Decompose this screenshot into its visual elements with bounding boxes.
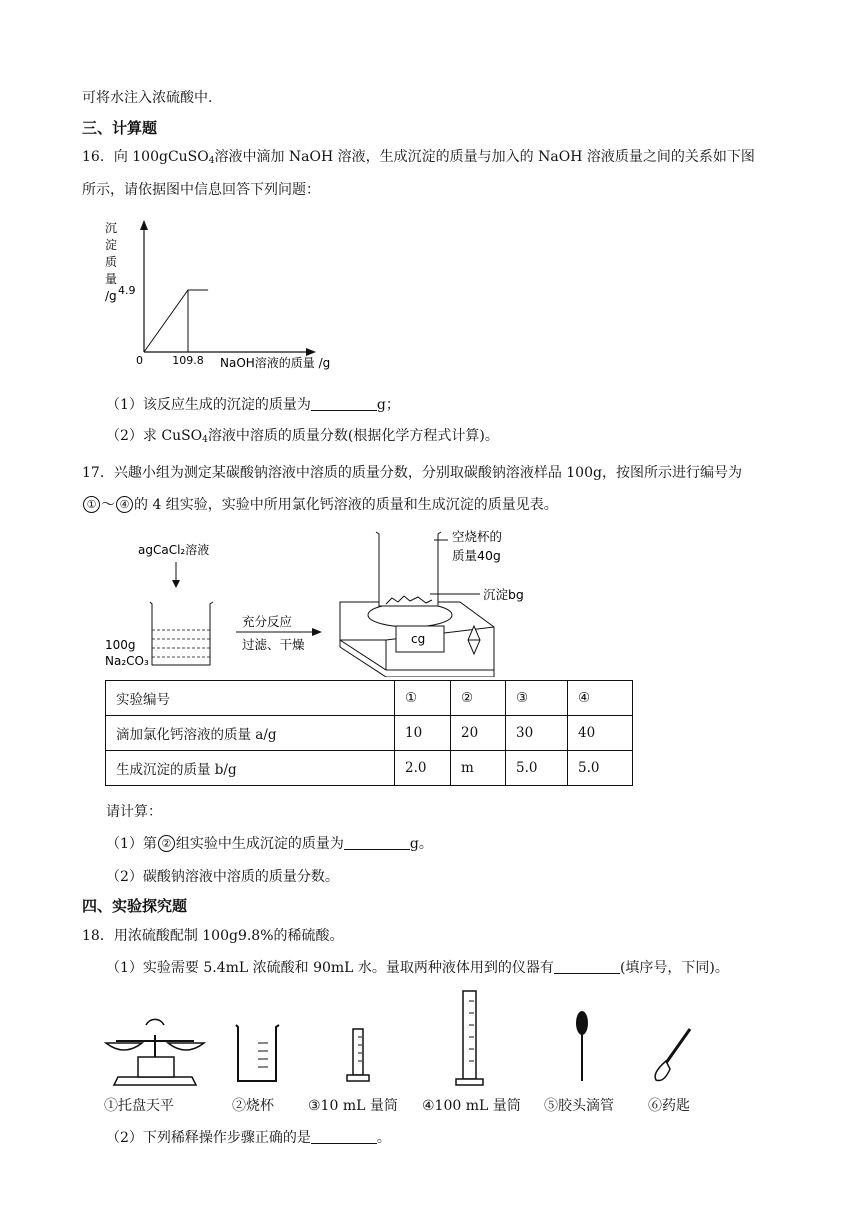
dropper-icon bbox=[576, 1011, 588, 1081]
top-line: 可将水注入浓硫酸中. bbox=[82, 90, 213, 106]
table-cell: ② bbox=[451, 681, 506, 716]
experiment-table bbox=[105, 680, 633, 786]
table-cell: 5.0 bbox=[568, 751, 633, 786]
process-label-2: 过滤、干燥 bbox=[242, 637, 305, 652]
beaker-icon bbox=[150, 602, 213, 665]
beaker-label-solution: Na₂CO₃ bbox=[105, 654, 149, 668]
cylinder-10ml-icon bbox=[347, 1029, 369, 1081]
cylinder-100ml-icon bbox=[456, 991, 483, 1085]
table-row bbox=[106, 751, 633, 786]
empty-beaker-label-1: 空烧杯的 bbox=[452, 529, 503, 544]
tool-label-balance: ①托盘天平 bbox=[104, 1098, 174, 1114]
answer-blank bbox=[311, 1129, 377, 1144]
q16-text-line1: 16．向 100gCuSO$_4$溶液中滴加 NaOH 溶液，生成沉淀的质量与加入的 NaOH 溶液质量之间的关系如下图 bbox=[82, 149, 755, 166]
tool-label-100ml-cylinder: ④100 mL 量筒 bbox=[422, 1098, 521, 1114]
y-axis-label-char: /g bbox=[105, 289, 117, 303]
table-cell: 生成沉淀的质量 b/g bbox=[106, 751, 395, 786]
answer-blank bbox=[554, 959, 620, 974]
tool-label-dropper: ⑤胶头滴管 bbox=[544, 1098, 614, 1114]
empty-beaker-label-2: 质量40g bbox=[452, 548, 501, 563]
experiment-apparatus-diagram bbox=[100, 522, 540, 677]
reagent-label: agCaCl₂溶液 bbox=[138, 543, 210, 557]
q16-part1: （1）该反应生成的沉淀的质量为 g； bbox=[106, 397, 400, 413]
tool-label-spatula: ⑥药匙 bbox=[648, 1098, 690, 1114]
empty-beaker-icon bbox=[376, 532, 441, 606]
table-cell: 10 bbox=[395, 716, 451, 751]
x-axis-label: NaOH溶液的质量 /g bbox=[220, 356, 331, 370]
precipitate-mass-chart bbox=[96, 212, 366, 377]
table-cell: 20 bbox=[451, 716, 506, 751]
beaker-label-mass: 100g bbox=[105, 638, 136, 652]
q16-text-line2: 所示，请依据图中信息回答下列问题： bbox=[82, 182, 320, 198]
table-row bbox=[106, 716, 633, 751]
y-axis-label bbox=[105, 221, 117, 303]
table-cell: 30 bbox=[506, 716, 568, 751]
y-tick-label: 4.9 bbox=[118, 284, 136, 297]
q18-part2: （2）下列稀释操作步骤正确的是 。 bbox=[106, 1130, 391, 1146]
table-cell: 实验编号 bbox=[106, 681, 395, 716]
table-row bbox=[106, 681, 633, 716]
answer-blank bbox=[311, 396, 377, 411]
answer-blank bbox=[344, 835, 410, 850]
y-axis-arrow bbox=[140, 220, 148, 230]
table-cell: 40 bbox=[568, 716, 633, 751]
y-axis-label-char: 量 bbox=[105, 272, 118, 286]
y-axis-label-char: 质 bbox=[105, 255, 118, 269]
table-cell: 5.0 bbox=[506, 751, 568, 786]
section-3-heading: 三、计算题 bbox=[82, 119, 158, 137]
lab-tools-illustration bbox=[96, 985, 736, 1095]
scale-display: cg bbox=[411, 632, 426, 646]
tool-label-10ml-cylinder: ③10 mL 量筒 bbox=[308, 1098, 398, 1114]
x-axis-arrow bbox=[306, 348, 316, 356]
q16-part2: （2）求 CuSO$_4$溶液中溶质的质量分数(根据化学方程式计算)。 bbox=[106, 428, 499, 445]
process-arrow-head bbox=[312, 628, 322, 636]
y-axis-label-char: 淀 bbox=[105, 238, 118, 252]
x-tick-label: 109.8 bbox=[172, 354, 204, 367]
q17-part1: （1）第 ② 组实验中生成沉淀的质量为 g。 bbox=[106, 836, 433, 852]
series-line bbox=[144, 290, 208, 352]
table-cell: ① bbox=[395, 681, 451, 716]
table-cell: ④ bbox=[568, 681, 633, 716]
section-4-heading: 四、实验探究题 bbox=[82, 897, 188, 915]
q17-part2: （2）碳酸钠溶液中溶质的质量分数。 bbox=[106, 869, 339, 885]
process-label-1: 充分反应 bbox=[242, 614, 293, 629]
y-axis-label-char: 沉 bbox=[105, 221, 118, 235]
balance-scale-icon bbox=[106, 1019, 204, 1085]
q17-text-line1: 17．兴趣小组为测定某碳酸钠溶液中溶质的质量分数，分别取碳酸钠溶液样品 100g，按图所示进行编号为 bbox=[82, 465, 742, 481]
table-cell: 2.0 bbox=[395, 751, 451, 786]
table-cell: m bbox=[451, 751, 506, 786]
precipitate-label: 沉淀bg bbox=[483, 587, 524, 602]
origin-label: 0 bbox=[136, 354, 143, 367]
table-cell: 滴加氯化钙溶液的质量 a/g bbox=[106, 716, 395, 751]
q18-part1: （1）实验需要 5.4mL 浓硫酸和 90mL 水。量取两种液体用到的仪器有 (填序号，下同)。 bbox=[106, 960, 729, 976]
table-cell: ③ bbox=[506, 681, 568, 716]
drop-arrow-head bbox=[172, 580, 180, 588]
q18-text: 18．用浓硫酸配制 100g9.8%的稀硫酸。 bbox=[82, 928, 344, 944]
tool-label-beaker: ②烧杯 bbox=[232, 1098, 274, 1114]
spatula-icon bbox=[655, 1029, 690, 1081]
q17-text-line2: ① ～ ④ 的 4 组实验，实验中所用氯化钙溶液的质量和生成沉淀的质量见表。 bbox=[82, 495, 558, 515]
beaker-tool-icon bbox=[236, 1025, 279, 1081]
please-calc: 请计算： bbox=[106, 804, 162, 820]
